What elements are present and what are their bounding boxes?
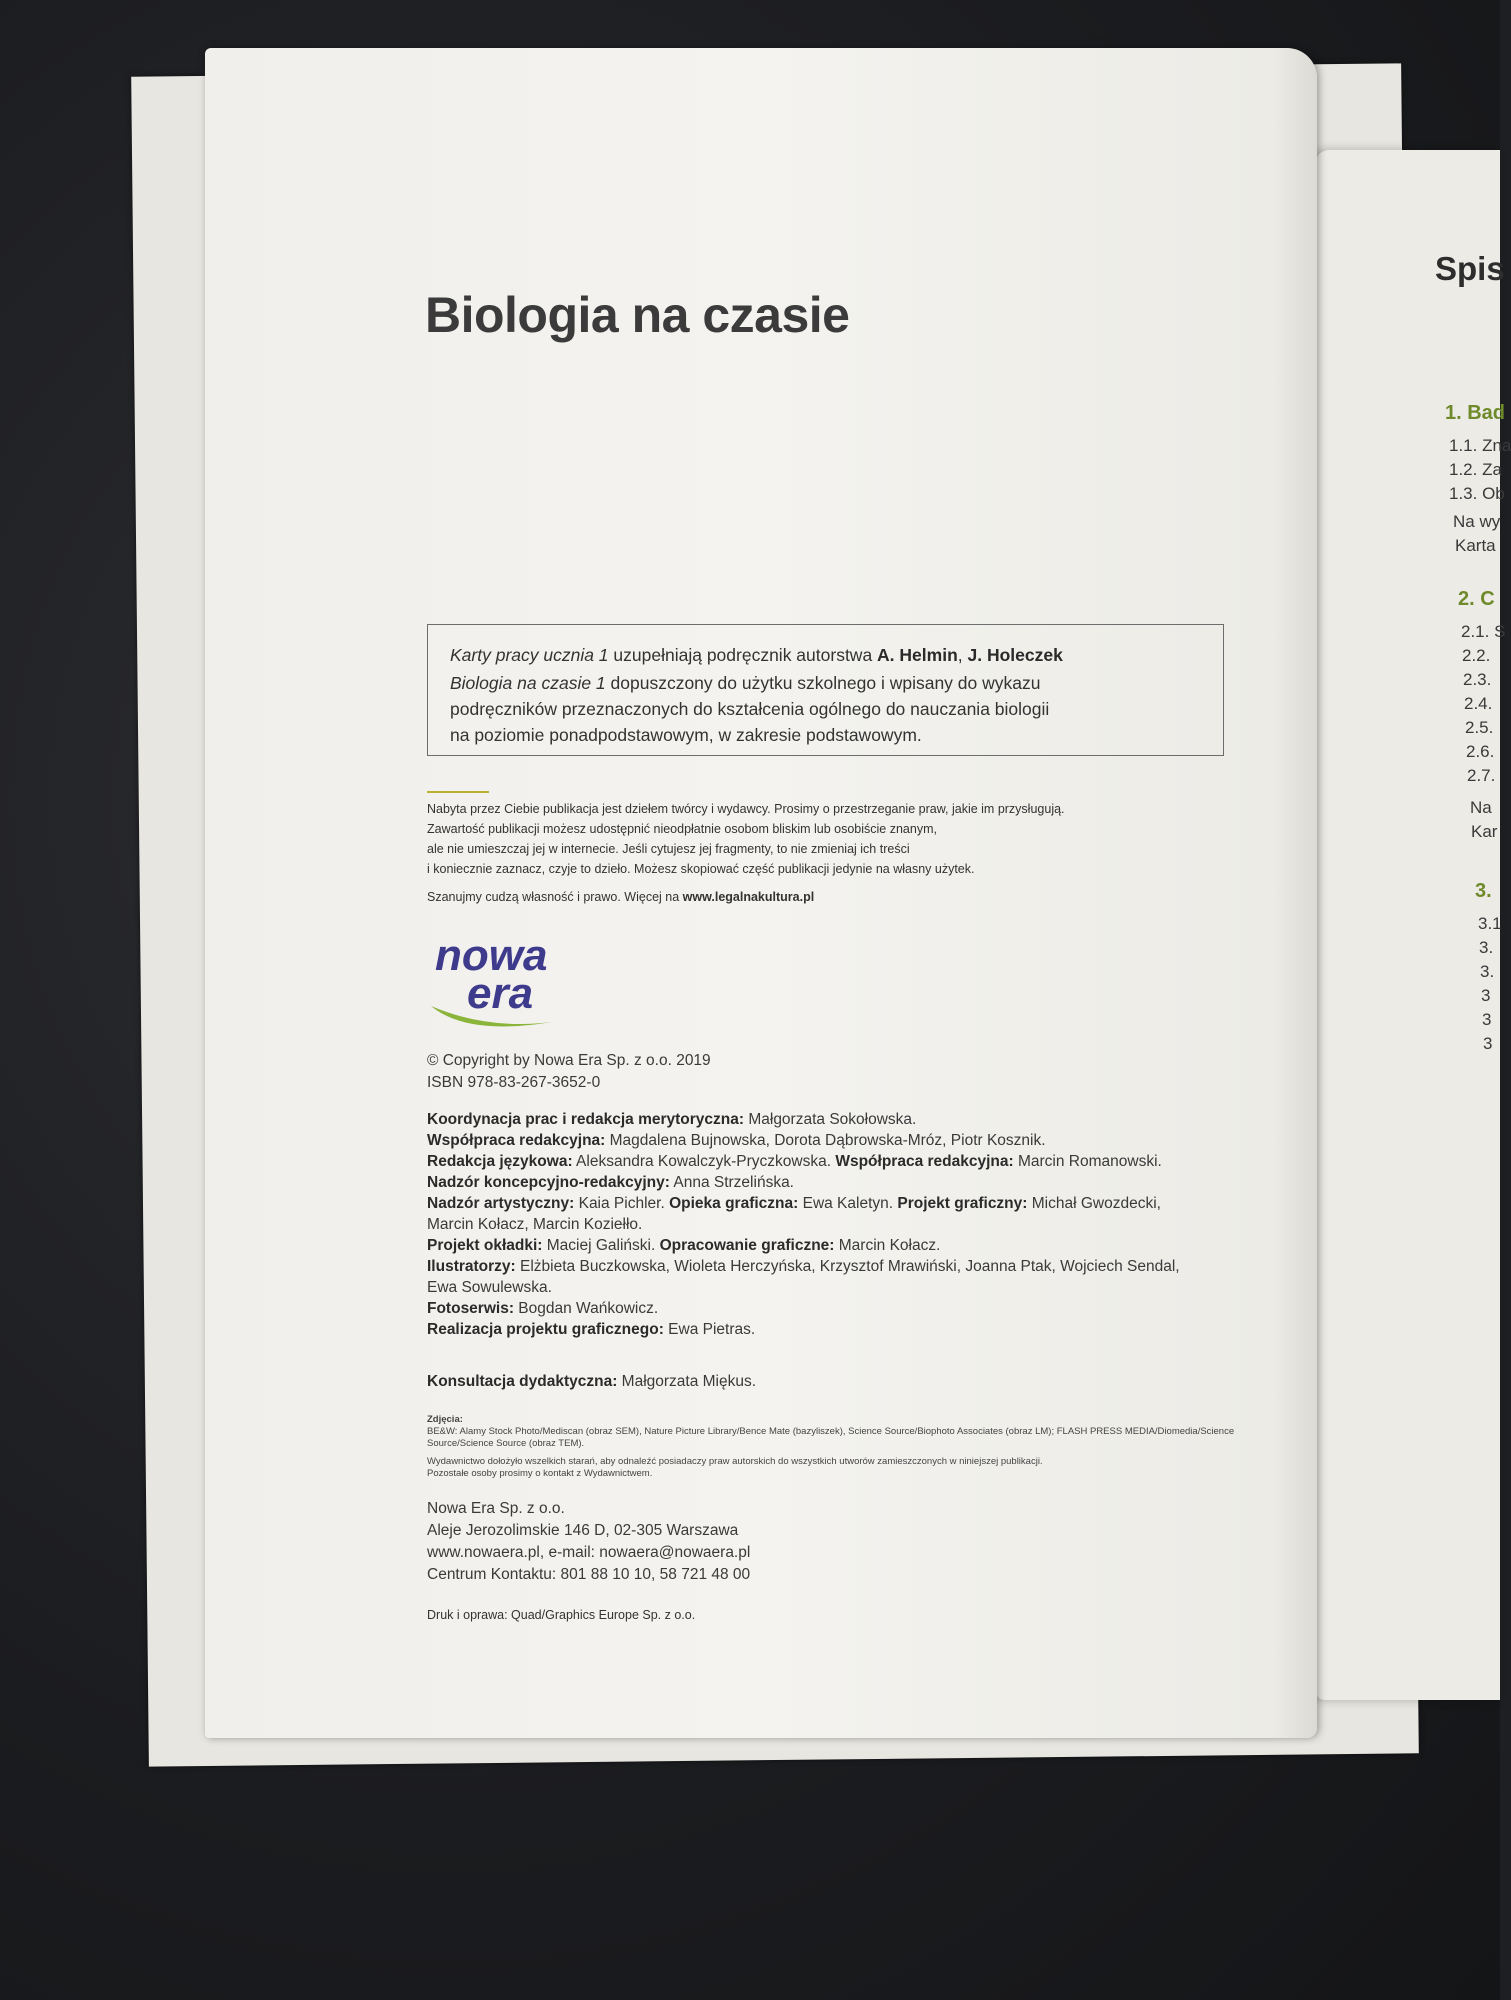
credit-key: Opracowanie graficzne: [659,1237,835,1254]
credit-value: Aleksandra Kowalczyk-Pryczkowska. [572,1153,836,1170]
address-line-1: Nowa Era Sp. z o.o. [427,1500,565,1517]
credit-key: Projekt graficzny: [897,1195,1028,1212]
credit-value: Kaia Pichler. [574,1195,670,1212]
info-italic: Biologia na czasie 1 [450,673,606,693]
contents-item: 2.3. [1463,670,1492,689]
book-page [205,48,1317,1738]
print-line: Druk i oprawa: Quad/Graphics Europe Sp. z o.o. [427,1608,696,1622]
page-title: Biologia na czasie [425,287,850,343]
contents-item: 1.2. Za [1449,460,1502,479]
credit-key: Fotoserwis: [427,1300,514,1317]
info-text: uzupełniają podręcznik autorstwa [608,645,878,665]
contents-section-3: 3. [1475,880,1492,902]
logo-word-1: nowa [435,931,548,980]
photos-line-3: Wydawnictwo dołożyło wszelkich starań, aby odnaleźć posiadaczy praw autorskich do wszystkich utworów zamieszczonych w niniejszej publikacji. [427,1456,1043,1467]
contents-item: 3 [1482,1010,1492,1029]
credit-key: Ilustratorzy: [427,1258,516,1275]
credit-line [427,1258,1180,1276]
accent-divider [427,791,489,793]
credit-key: Nadzór koncepcyjno-redakcyjny: [427,1174,670,1191]
photos-line-2: Source/Science Source (obraz TEM). [427,1438,585,1449]
info-author: J. Holeczek [967,645,1063,665]
credit-line [427,1111,916,1129]
info-line-3: podręczników przeznaczonych do kształcenia ogólnego do nauczania biologii [450,699,1050,719]
consultation-line [427,1373,756,1391]
photos-line-1: BE&W: Alamy Stock Photo/Mediscan (obraz SEM), Nature Picture Library/Bence Mate (bazyliszek), Science Source/Biophoto Associates (obraz LM); FLASH PRESS MEDIA/Diomedia/Science [427,1426,1235,1437]
contents-item: 2.2. [1462,646,1491,665]
info-text: dopuszczony do użytku szkolnego i wpisany do wykazu [605,673,1041,693]
contents-item: 3.1 [1478,914,1502,933]
contents-item: 3. [1480,962,1495,981]
credit-value: Marcin Romanowski. [1013,1153,1162,1170]
contents-item: Na wy [1453,512,1501,531]
credit-value: Elżbieta Buczkowska, Wioleta Herczyńska, Krzysztof Mrawiński, Joanna Ptak, Wojciech Sendal, [515,1258,1180,1275]
credit-value: Ewa Kaletyn. [798,1195,898,1212]
credit-value: Ewa Pietras. [663,1321,756,1338]
nowa-era-logo [427,928,587,1038]
credit-line [427,1153,1162,1171]
credit-key: Redakcja językowa: [427,1153,573,1170]
credit-key: Nadzór artystyczny: [427,1195,575,1212]
credit-key: Współpraca redakcyjna: [835,1153,1014,1170]
contents-item: 2.5. [1465,718,1494,737]
credit-key: Realizacja projektu graficznego: [427,1321,664,1338]
credit-value: Maciej Galiński. [542,1237,660,1254]
credit-key: Projekt okładki: [427,1237,543,1254]
credit-value: Marcin Kołacz, Marcin Koziełło. [427,1216,643,1233]
info-author: A. Helmin [877,645,958,665]
legal-line-5 [427,890,814,904]
legal-line-3: ale nie umieszczaj jej w internecie. Jeśli cytujesz jej fragmenty, to nie zmieniaj ich treści [427,842,910,856]
address-line-3: www.nowaera.pl, e-mail: nowaera@nowaera.pl [427,1544,751,1561]
contents-title: Spis [1435,250,1505,287]
info-line-2 [450,673,1040,694]
address-line-4: Centrum Kontaktu: 801 88 10 10, 58 721 48 00 [427,1566,751,1583]
info-box [427,624,1224,756]
info-line-4: na poziomie ponadpodstawowym, w zakresie podstawowym. [450,725,922,745]
credit-value: Ewa Sowulewska. [427,1279,552,1296]
legal-text: Szanujmy cudzą własność i prawo. Więcej na [427,890,683,904]
contents-item: 2.4. [1464,694,1493,713]
credit-line [427,1321,755,1339]
copyright-line: © Copyright by Nowa Era Sp. z o.o. 2019 [427,1052,711,1069]
credit-line [427,1174,794,1192]
info-separator: , [957,645,968,665]
contents-section-1: 1. Bad [1445,402,1506,424]
info-line-1 [450,645,1063,666]
credit-line [427,1195,1161,1213]
credit-line [427,1237,940,1255]
address-line-2: Aleje Jerozolimskie 146 D, 02-305 Warszawa [427,1522,739,1539]
contents-item: 2.1. S [1461,622,1506,641]
credit-line [427,1279,552,1297]
credit-value: Bogdan Wańkowicz. [513,1300,659,1317]
credit-line [427,1132,1046,1150]
contents-item: 2.6. [1466,742,1495,761]
contents-item: 1.1. Zna [1449,436,1511,455]
credit-value: Małgorzata Sokołowska. [744,1111,917,1128]
contents-item: 1.3. Ob [1449,484,1505,503]
credit-value: Anna Strzelińska. [669,1174,794,1191]
legal-line-1: Nabyta przez Ciebie publikacja jest dziełem twórcy i wydawcy. Prosimy o przestrzeganie praw, jakie im przysługują. [427,802,1065,816]
credit-line [427,1216,642,1234]
credit-value: Małgorzata Miękus. [617,1373,757,1390]
legal-link[interactable]: www.legalnakultura.pl [682,890,815,904]
contents-item: Kar [1471,822,1498,841]
right-facing-page [1315,150,1511,1700]
photos-line-4: Pozostałe osoby prosimy o kontakt z Wydawnictwem. [427,1468,653,1479]
photos-heading: Zdjęcia: [427,1414,463,1425]
contents-item: Na [1470,798,1492,817]
logo-word-2: era [467,969,534,1018]
contents-item: Karta [1455,536,1496,555]
info-italic: Karty pracy ucznia 1 [450,645,609,665]
contents-item: 3. [1479,938,1494,957]
credit-key: Współpraca redakcyjna: [427,1132,606,1149]
credit-value: Michał Gwozdecki, [1027,1195,1161,1212]
contents-item: 3 [1481,986,1491,1005]
isbn-line: ISBN 978-83-267-3652-0 [427,1074,601,1091]
legal-line-4: i koniecznie zaznacz, czyje to dzieło. Możesz skopiować część publikacji jedynie na własny użytek. [427,862,975,876]
credit-key: Opieka graficzna: [669,1195,799,1212]
credit-value: Marcin Kołacz. [834,1237,941,1254]
legal-line-2: Zawartość publikacji możesz udostępnić nieodpłatnie osobom bliskim lub osobiście znanym, [427,822,937,836]
credit-key: Koordynacja prac i redakcja merytoryczna: [427,1111,745,1128]
credit-key: Konsultacja dydaktyczna: [427,1373,618,1390]
credit-value: Magdalena Bujnowska, Dorota Dąbrowska-Mróz, Piotr Kosznik. [605,1132,1046,1149]
contents-item: 3 [1483,1034,1493,1053]
contents-section-2: 2. C [1458,588,1495,610]
credit-line [427,1300,658,1318]
contents-item: 2.7. [1467,766,1496,785]
